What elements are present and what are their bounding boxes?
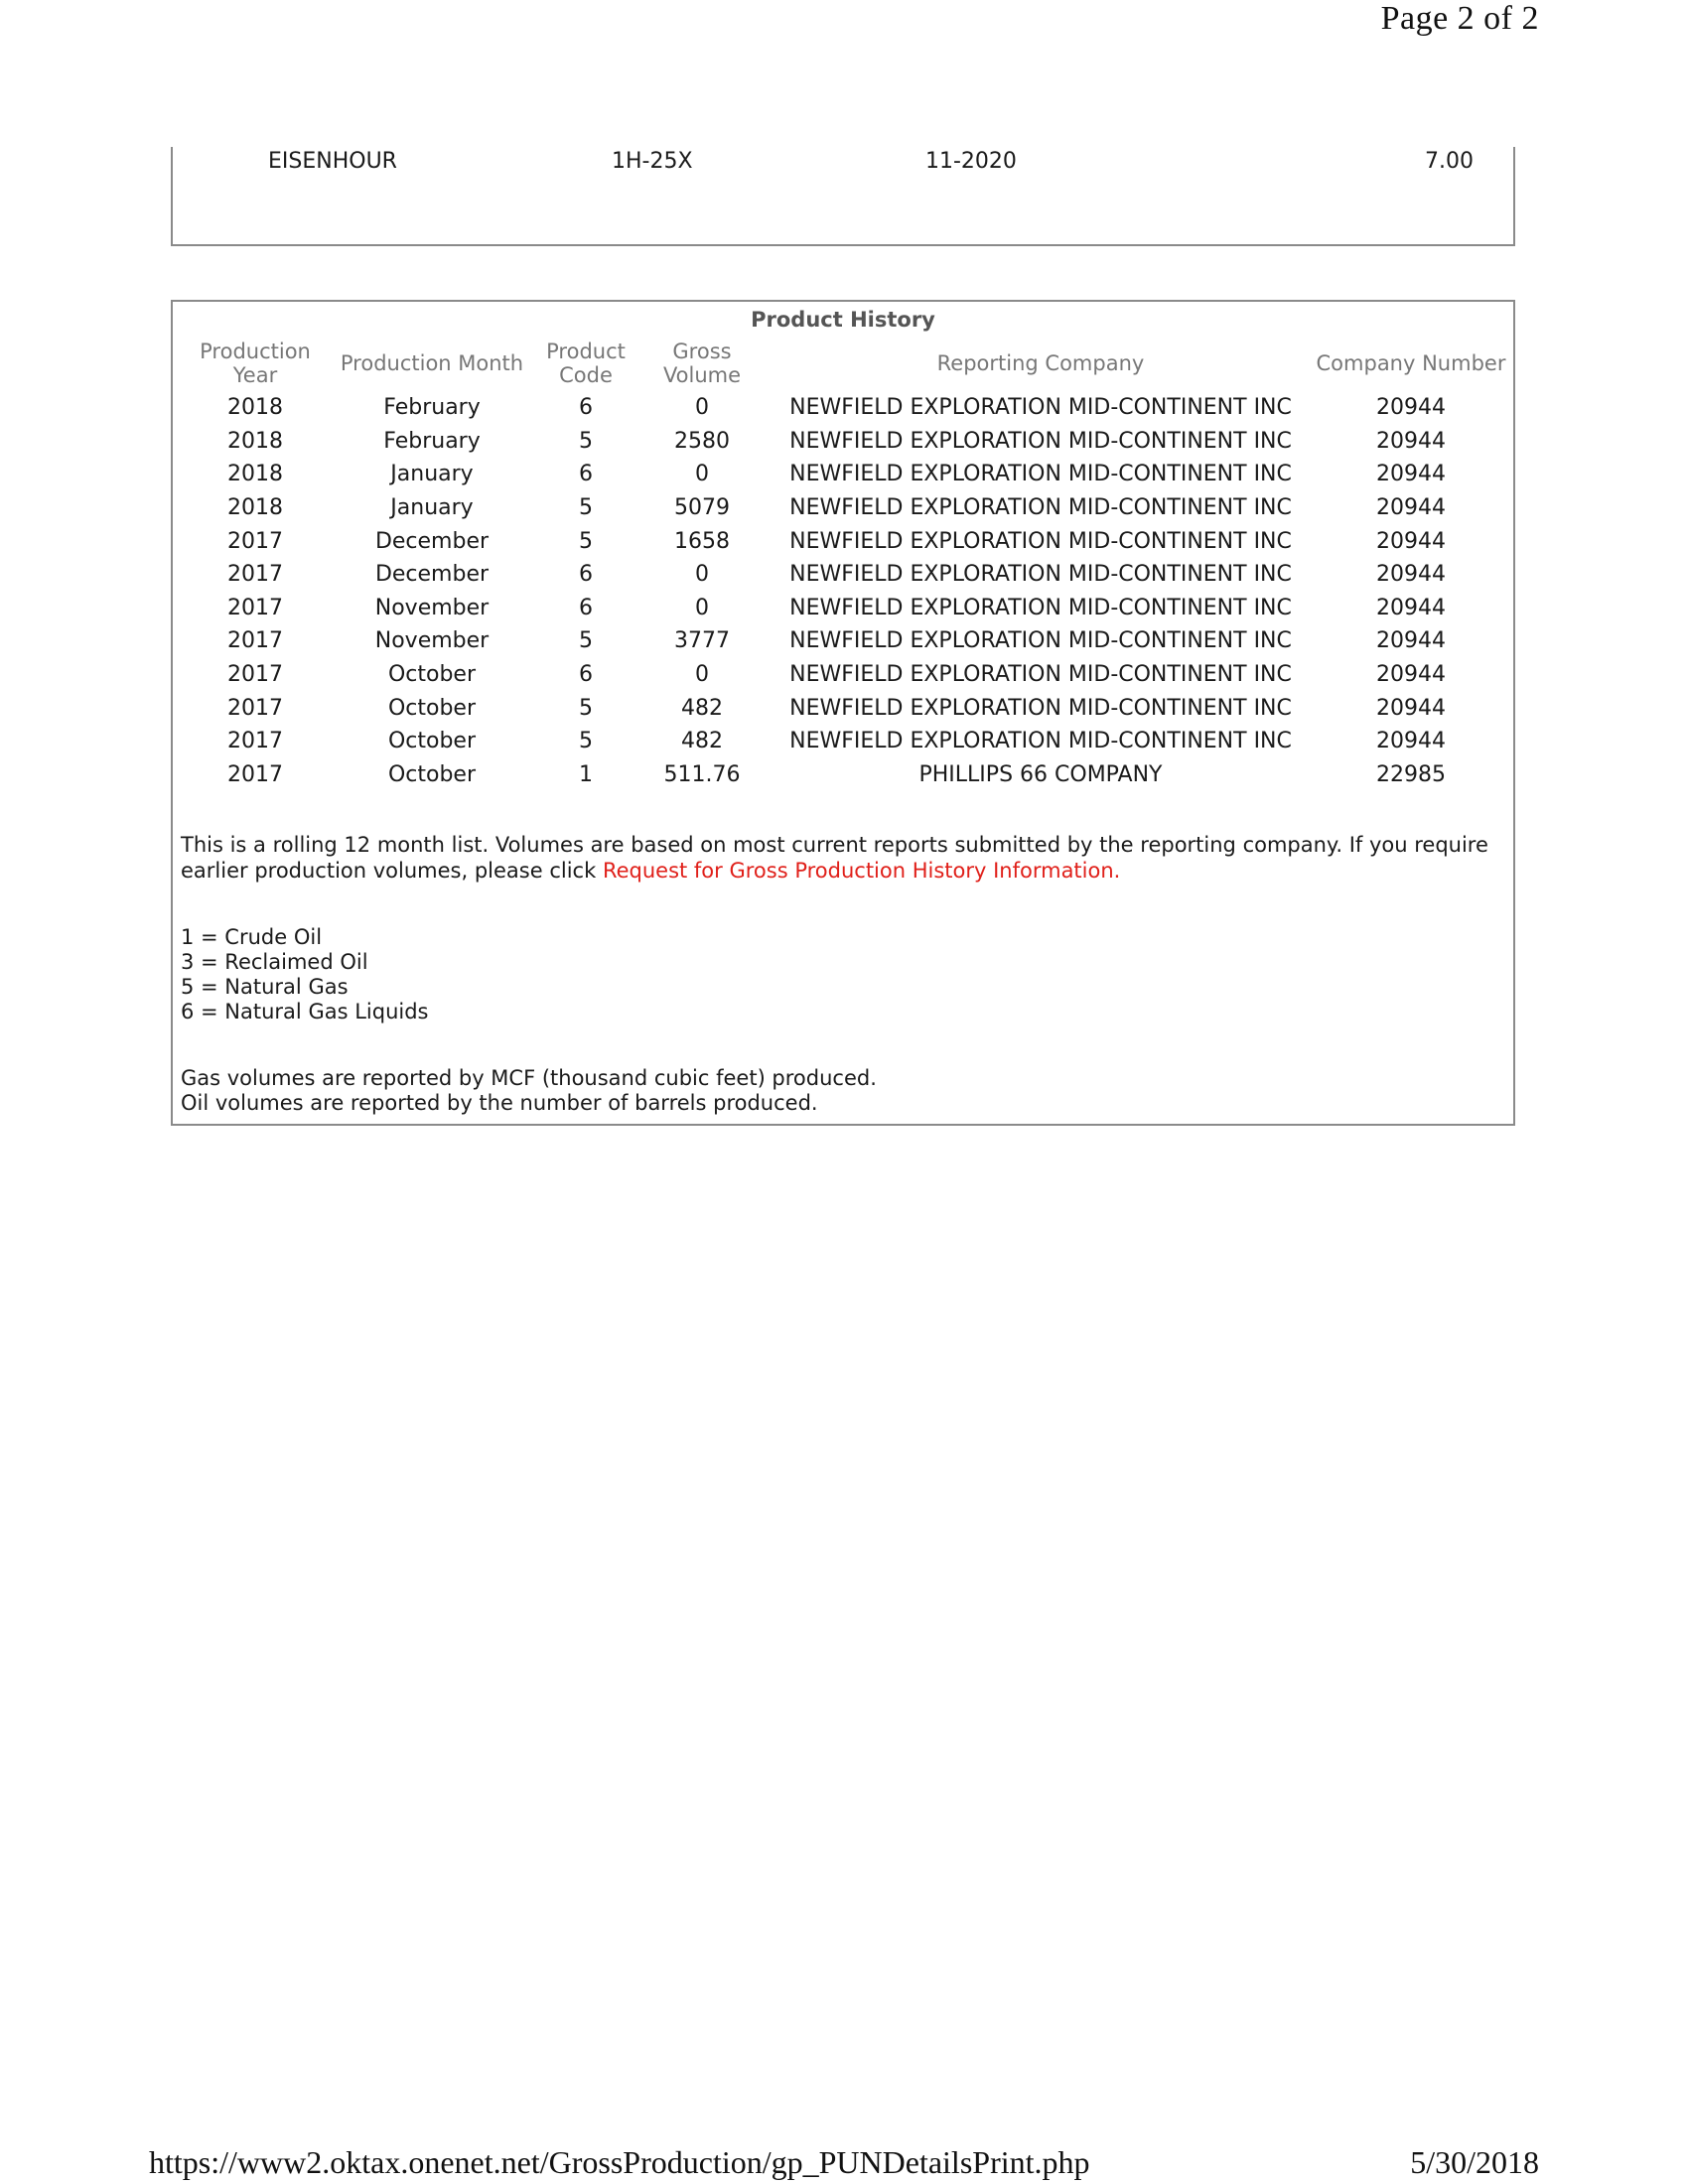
rolling-list-note — [181, 832, 1507, 884]
col-production-month: Production Month — [340, 351, 524, 375]
cell-month: January — [390, 462, 474, 487]
table-row — [181, 524, 1507, 558]
product-history-box — [171, 300, 1515, 1126]
cell-product-code: 6 — [579, 562, 593, 588]
cell-reporting-company: NEWFIELD EXPLORATION MID-CONTINENT INC — [789, 595, 1292, 620]
note-text: This is a rolling 12 month list. Volumes are based on most current reports submitted by the reporting company. If you require earlier production volumes, please click — [181, 833, 1488, 883]
cell-company-number: 20944 — [1376, 662, 1446, 688]
cell-year: 2017 — [227, 662, 283, 688]
cell-year: 2017 — [227, 695, 283, 721]
cell-month: January — [390, 495, 474, 521]
product-code-legend — [181, 925, 428, 1024]
cell-product-code: 5 — [579, 528, 593, 554]
cell-product-code: 6 — [579, 395, 593, 421]
footer-date: 5/30/2018 — [1410, 2144, 1539, 2180]
cell-year: 2018 — [227, 462, 283, 487]
well-summary-box — [171, 147, 1515, 246]
cell-gross-volume: 482 — [681, 729, 723, 754]
cell-reporting-company: NEWFIELD EXPLORATION MID-CONTINENT INC — [789, 462, 1292, 487]
cell-month: October — [387, 662, 477, 688]
page-number: Page 2 of 2 — [1380, 0, 1539, 37]
cell-gross-volume: 2580 — [674, 428, 730, 454]
well-date: 11-2020 — [925, 149, 1017, 174]
cell-year: 2017 — [227, 595, 283, 620]
table-row — [181, 592, 1507, 625]
cell-month: February — [383, 428, 481, 454]
cell-product-code: 6 — [579, 662, 593, 688]
cell-company-number: 20944 — [1376, 528, 1446, 554]
cell-year: 2018 — [227, 428, 283, 454]
well-name: EISENHOUR — [268, 149, 397, 174]
cell-month: December — [374, 562, 490, 588]
cell-company-number: 20944 — [1376, 395, 1446, 421]
cell-company-number: 20944 — [1376, 628, 1446, 654]
cell-month: October — [387, 729, 477, 754]
cell-reporting-company: NEWFIELD EXPLORATION MID-CONTINENT INC — [789, 528, 1292, 554]
col-reporting-company: Reporting Company — [936, 351, 1145, 375]
cell-month: February — [383, 395, 481, 421]
legend-item: 3 = Reclaimed Oil — [181, 950, 368, 974]
cell-reporting-company: PHILLIPS 66 COMPANY — [918, 761, 1163, 787]
cell-product-code: 5 — [579, 729, 593, 754]
cell-gross-volume: 482 — [681, 695, 723, 721]
cell-year: 2017 — [227, 628, 283, 654]
well-number: 1H-25X — [612, 149, 693, 174]
cell-reporting-company: NEWFIELD EXPLORATION MID-CONTINENT INC — [789, 495, 1292, 521]
cell-gross-volume: 3777 — [674, 628, 730, 654]
col-company-number: Company Number — [1316, 351, 1506, 375]
cell-company-number: 20944 — [1376, 695, 1446, 721]
table-row — [181, 458, 1507, 491]
units-line: Gas volumes are reported by MCF (thousand cubic feet) produced. — [181, 1066, 877, 1090]
cell-gross-volume: 5079 — [674, 495, 730, 521]
table-row — [181, 658, 1507, 692]
legend-item: 1 = Crude Oil — [181, 925, 323, 949]
cell-gross-volume: 0 — [695, 395, 709, 421]
cell-month: October — [387, 761, 477, 787]
table-header-row — [181, 340, 1507, 391]
cell-gross-volume: 0 — [695, 462, 709, 487]
cell-month: November — [374, 628, 490, 654]
cell-company-number: 20944 — [1376, 562, 1446, 588]
history-request-link[interactable]: Request for Gross Production History Information. — [602, 859, 1121, 883]
table-row — [181, 758, 1507, 792]
table-row — [181, 691, 1507, 725]
table-row — [181, 558, 1507, 592]
cell-year: 2018 — [227, 495, 283, 521]
cell-product-code: 6 — [579, 595, 593, 620]
cell-company-number: 20944 — [1376, 595, 1446, 620]
cell-year: 2017 — [227, 761, 283, 787]
cell-gross-volume: 511.76 — [663, 761, 741, 787]
product-history-table — [181, 340, 1507, 791]
table-row — [181, 725, 1507, 758]
cell-product-code: 5 — [579, 495, 593, 521]
cell-company-number: 20944 — [1376, 729, 1446, 754]
legend-item: 5 = Natural Gas — [181, 975, 349, 999]
col-production-year: Production Year — [200, 340, 311, 387]
cell-gross-volume: 0 — [695, 662, 709, 688]
cell-year: 2018 — [227, 395, 283, 421]
cell-product-code: 5 — [579, 695, 593, 721]
cell-product-code: 6 — [579, 462, 593, 487]
cell-gross-volume: 0 — [695, 595, 709, 620]
cell-company-number: 20944 — [1376, 495, 1446, 521]
table-row — [181, 624, 1507, 658]
cell-gross-volume: 1658 — [674, 528, 730, 554]
cell-reporting-company: NEWFIELD EXPLORATION MID-CONTINENT INC — [789, 628, 1292, 654]
cell-reporting-company: NEWFIELD EXPLORATION MID-CONTINENT INC — [789, 662, 1292, 688]
cell-year: 2017 — [227, 729, 283, 754]
well-value: 7.00 — [1425, 149, 1474, 174]
cell-reporting-company: NEWFIELD EXPLORATION MID-CONTINENT INC — [789, 729, 1292, 754]
cell-product-code: 5 — [579, 428, 593, 454]
cell-reporting-company: NEWFIELD EXPLORATION MID-CONTINENT INC — [789, 695, 1292, 721]
cell-month: November — [374, 595, 490, 620]
product-history-title: Product History — [751, 308, 935, 332]
table-row — [181, 391, 1507, 425]
cell-month: October — [387, 695, 477, 721]
cell-year: 2017 — [227, 562, 283, 588]
well-row — [173, 147, 1513, 177]
units-line: Oil volumes are reported by the number of barrels produced. — [181, 1091, 818, 1115]
cell-gross-volume: 0 — [695, 562, 709, 588]
cell-reporting-company: NEWFIELD EXPLORATION MID-CONTINENT INC — [789, 395, 1292, 421]
footer-url: https://www2.oktax.onenet.net/GrossProduction/gp_PUNDetailsPrint.php — [149, 2144, 1090, 2180]
volume-units-note — [181, 1066, 877, 1116]
legend-item: 6 = Natural Gas Liquids — [181, 1000, 429, 1024]
cell-company-number: 20944 — [1376, 462, 1446, 487]
cell-reporting-company: NEWFIELD EXPLORATION MID-CONTINENT INC — [789, 562, 1292, 588]
cell-product-code: 5 — [579, 628, 593, 654]
cell-company-number: 22985 — [1376, 761, 1446, 787]
cell-month: December — [374, 528, 490, 554]
col-product-code: Product Code — [546, 340, 626, 387]
col-gross-volume: Gross Volume — [662, 340, 742, 387]
cell-company-number: 20944 — [1376, 428, 1446, 454]
table-row — [181, 491, 1507, 525]
cell-product-code: 1 — [579, 761, 593, 787]
cell-reporting-company: NEWFIELD EXPLORATION MID-CONTINENT INC — [789, 428, 1292, 454]
cell-year: 2017 — [227, 528, 283, 554]
table-row — [181, 425, 1507, 459]
